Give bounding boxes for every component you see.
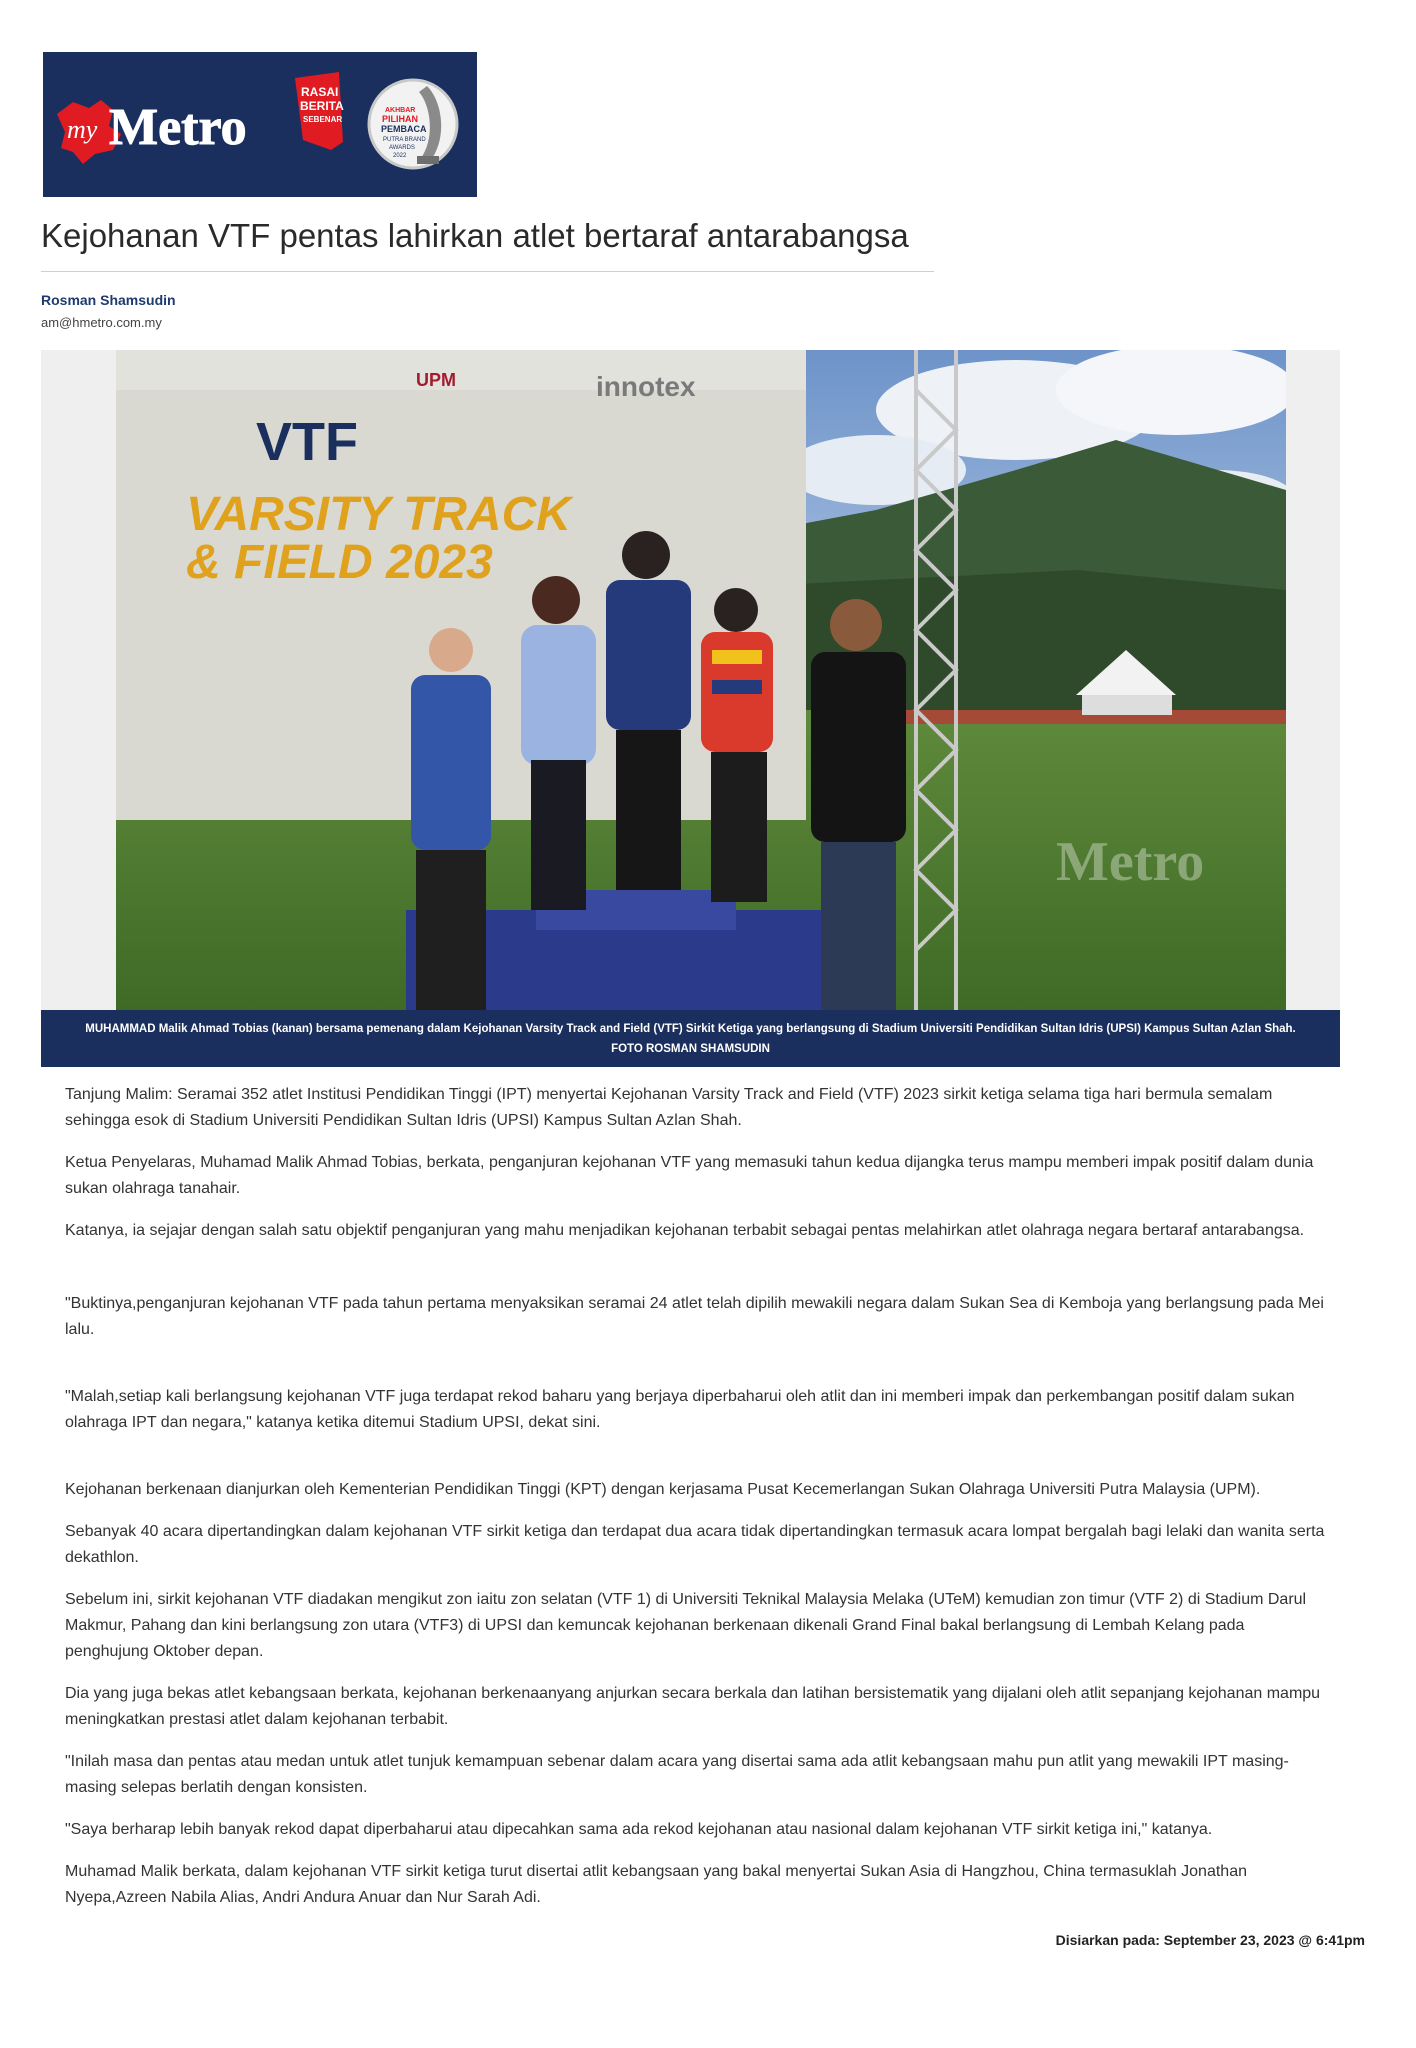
article-photo-frame bbox=[41, 350, 1340, 1010]
article-headline: Kejohanan VTF pentas lahirkan atlet bertaraf antarabangsa bbox=[41, 217, 909, 254]
paragraph: Muhamad Malik berkata, dalam kejohanan VTF sirkit ketiga turut disertai atlit kebangsaan yang bakal menyertai Sukan Asia di Hangzhou, China termasuklah Jonathan Nyepa,Azreen Nabila Alias, Andri Andura Anuar dan Nur Sarah Adi. bbox=[65, 1863, 1247, 1906]
article-photo[interactable] bbox=[116, 350, 1286, 1010]
photo-sponsor-innotex: innotex bbox=[596, 371, 696, 402]
award-line-1: AKHBAR bbox=[385, 107, 416, 114]
photo-watermark: Metro bbox=[1056, 831, 1205, 893]
award-line-2: PILIHAN bbox=[382, 114, 418, 124]
paragraph: Sebanyak 40 acara dipertandingkan dalam kejohanan VTF sirkit ketiga dan terdapat dua acara tidak dipertandingkan termasuk acara lompat bergalah bagi lelaki dan wanita serta dekathlon. bbox=[65, 1523, 1325, 1566]
award-line-5: AWARDS bbox=[389, 145, 415, 151]
paragraph: "Saya berharap lebih banyak rekod dapat diperbaharui atau dipecahkan sama ada rekod kejohanan atau nasional dalam kejohanan VTF sirkit ketiga ini," katanya. bbox=[65, 1821, 1213, 1838]
paragraph: Ketua Penyelaras, Muhamad Malik Ahmad Tobias, berkata, penganjuran kejohanan VTF yang memasuki tahun kedua dijangka terus mampu memberi impak positif dalam dunia sukan olahraga tanahair. bbox=[65, 1154, 1314, 1197]
award-line-3: PEMBACA bbox=[381, 124, 427, 134]
author-link[interactable]: Rosman Shamsudin bbox=[41, 292, 176, 308]
published-date: Disiarkan pada: September 23, 2023 @ 6:41pm bbox=[1055, 1932, 1365, 1948]
award-line-4: PUTRA BRAND bbox=[383, 137, 426, 143]
tagline-line-2: BERITA bbox=[300, 99, 344, 113]
paragraph: Dia yang juga bekas atlet kebangsaan berkata, kejohanan berkenaanyang anjurkan secara berkala dan latihan bersistematik yang dijalani oleh atlit sepanjang kejohanan mampu meningkatkan prestasi atlet dalam kejohanan terbabit. bbox=[65, 1685, 1321, 1728]
tagline-line-1: RASAI bbox=[301, 85, 339, 99]
photo-banner-title-2: & FIELD 2023 bbox=[186, 536, 493, 589]
photo-sponsor-upm: UPM bbox=[416, 370, 456, 390]
logo-metro: Metro bbox=[109, 99, 247, 156]
tagline-line-3: SEBENAR bbox=[303, 115, 343, 124]
photo-banner-title-1: VARSITY TRACK bbox=[186, 488, 571, 541]
photo-vtf-mark: VTF bbox=[256, 412, 358, 472]
paragraph: Kejohanan berkenaan dianjurkan oleh Kementerian Pendidikan Tinggi (KPT) dengan kerjasama Pusat Kecemerlangan Sukan Olahraga Universiti Putra Malaysia (UPM). bbox=[65, 1481, 1261, 1498]
award-line-6: 2022 bbox=[393, 153, 407, 159]
paragraph: Katanya, ia sejajar dengan salah satu objektif penganjuran yang mahu menjadikan kejohanan terbabit sebagai pentas melahirkan atlet olahraga negara bertaraf antarabangsa. bbox=[65, 1222, 1305, 1239]
logo-artwork bbox=[43, 52, 477, 197]
caption-text: MUHAMMAD Malik Ahmad Tobias (kanan) bersama pemenang dalam Kejohanan Varsity Track and Field (VTF) Sirkit Ketiga yang berlangsung di Stadium Universiti Pendidikan Sultan Idris (UPSI) Kampus Sultan Azlan Shah. bbox=[85, 1023, 1296, 1035]
paragraph: Sebelum ini, sirkit kejohanan VTF diadakan mengikut zon iaitu zon selatan (VTF 1) di Universiti Teknikal Malaysia Melaka (UTeM) kemudian zon timur (VTF 2) di Stadium Darul Makmur, Pahang dan kini berlangsung zon utara (VTF3) di UPSI dan kemuncak kejohanan berkenaan dikenali Grand Final bakal berlangsung di Lembah Kelang pada penghujung Oktober depan. bbox=[65, 1591, 1307, 1660]
paragraph: "Malah,setiap kali berlangsung kejohanan VTF juga terdapat rekod baharu yang berjaya diperbaharui oleh atlit dan ini memberi impak dan perkembangan positif dalam sukan olahraga IPT dan negara," katanya ketika ditemui Stadium UPSI, dekat sini. bbox=[65, 1388, 1295, 1431]
mymetro-logo[interactable] bbox=[43, 52, 477, 197]
author-email: am@hmetro.com.my bbox=[41, 315, 162, 330]
podium-photo bbox=[116, 350, 1286, 1010]
paragraph: "Buktinya,penganjuran kejohanan VTF pada tahun pertama menyaksikan seramai 24 atlet telah dipilih mewakili negara dalam Sukan Sea di Kemboja yang berlangsung pada Mei lalu. bbox=[65, 1295, 1324, 1338]
paragraph: Tanjung Malim: Seramai 352 atlet Institusi Pendidikan Tinggi (IPT) menyertai Kejohanan Varsity Track and Field (VTF) 2023 sirkit ketiga selama tiga hari bermula semalam sehingga esok di Stadium Universiti Pendidikan Sultan Idris (UPSI) Kampus Sultan Azlan Shah. bbox=[65, 1086, 1273, 1129]
logo-my: my bbox=[67, 115, 98, 144]
photo-caption bbox=[41, 1010, 1340, 1067]
headline-divider bbox=[41, 271, 934, 272]
paragraph: "Inilah masa dan pentas atau medan untuk atlet tunjuk kemampuan sebenar dalam acara yang disertai sama ada atlit kebangsaan mahu pun atlit yang mewakili IPT masing-masing selepas berlatih dengan konsisten. bbox=[65, 1753, 1289, 1796]
caption-credit: FOTO ROSMAN SHAMSUDIN bbox=[611, 1043, 770, 1055]
